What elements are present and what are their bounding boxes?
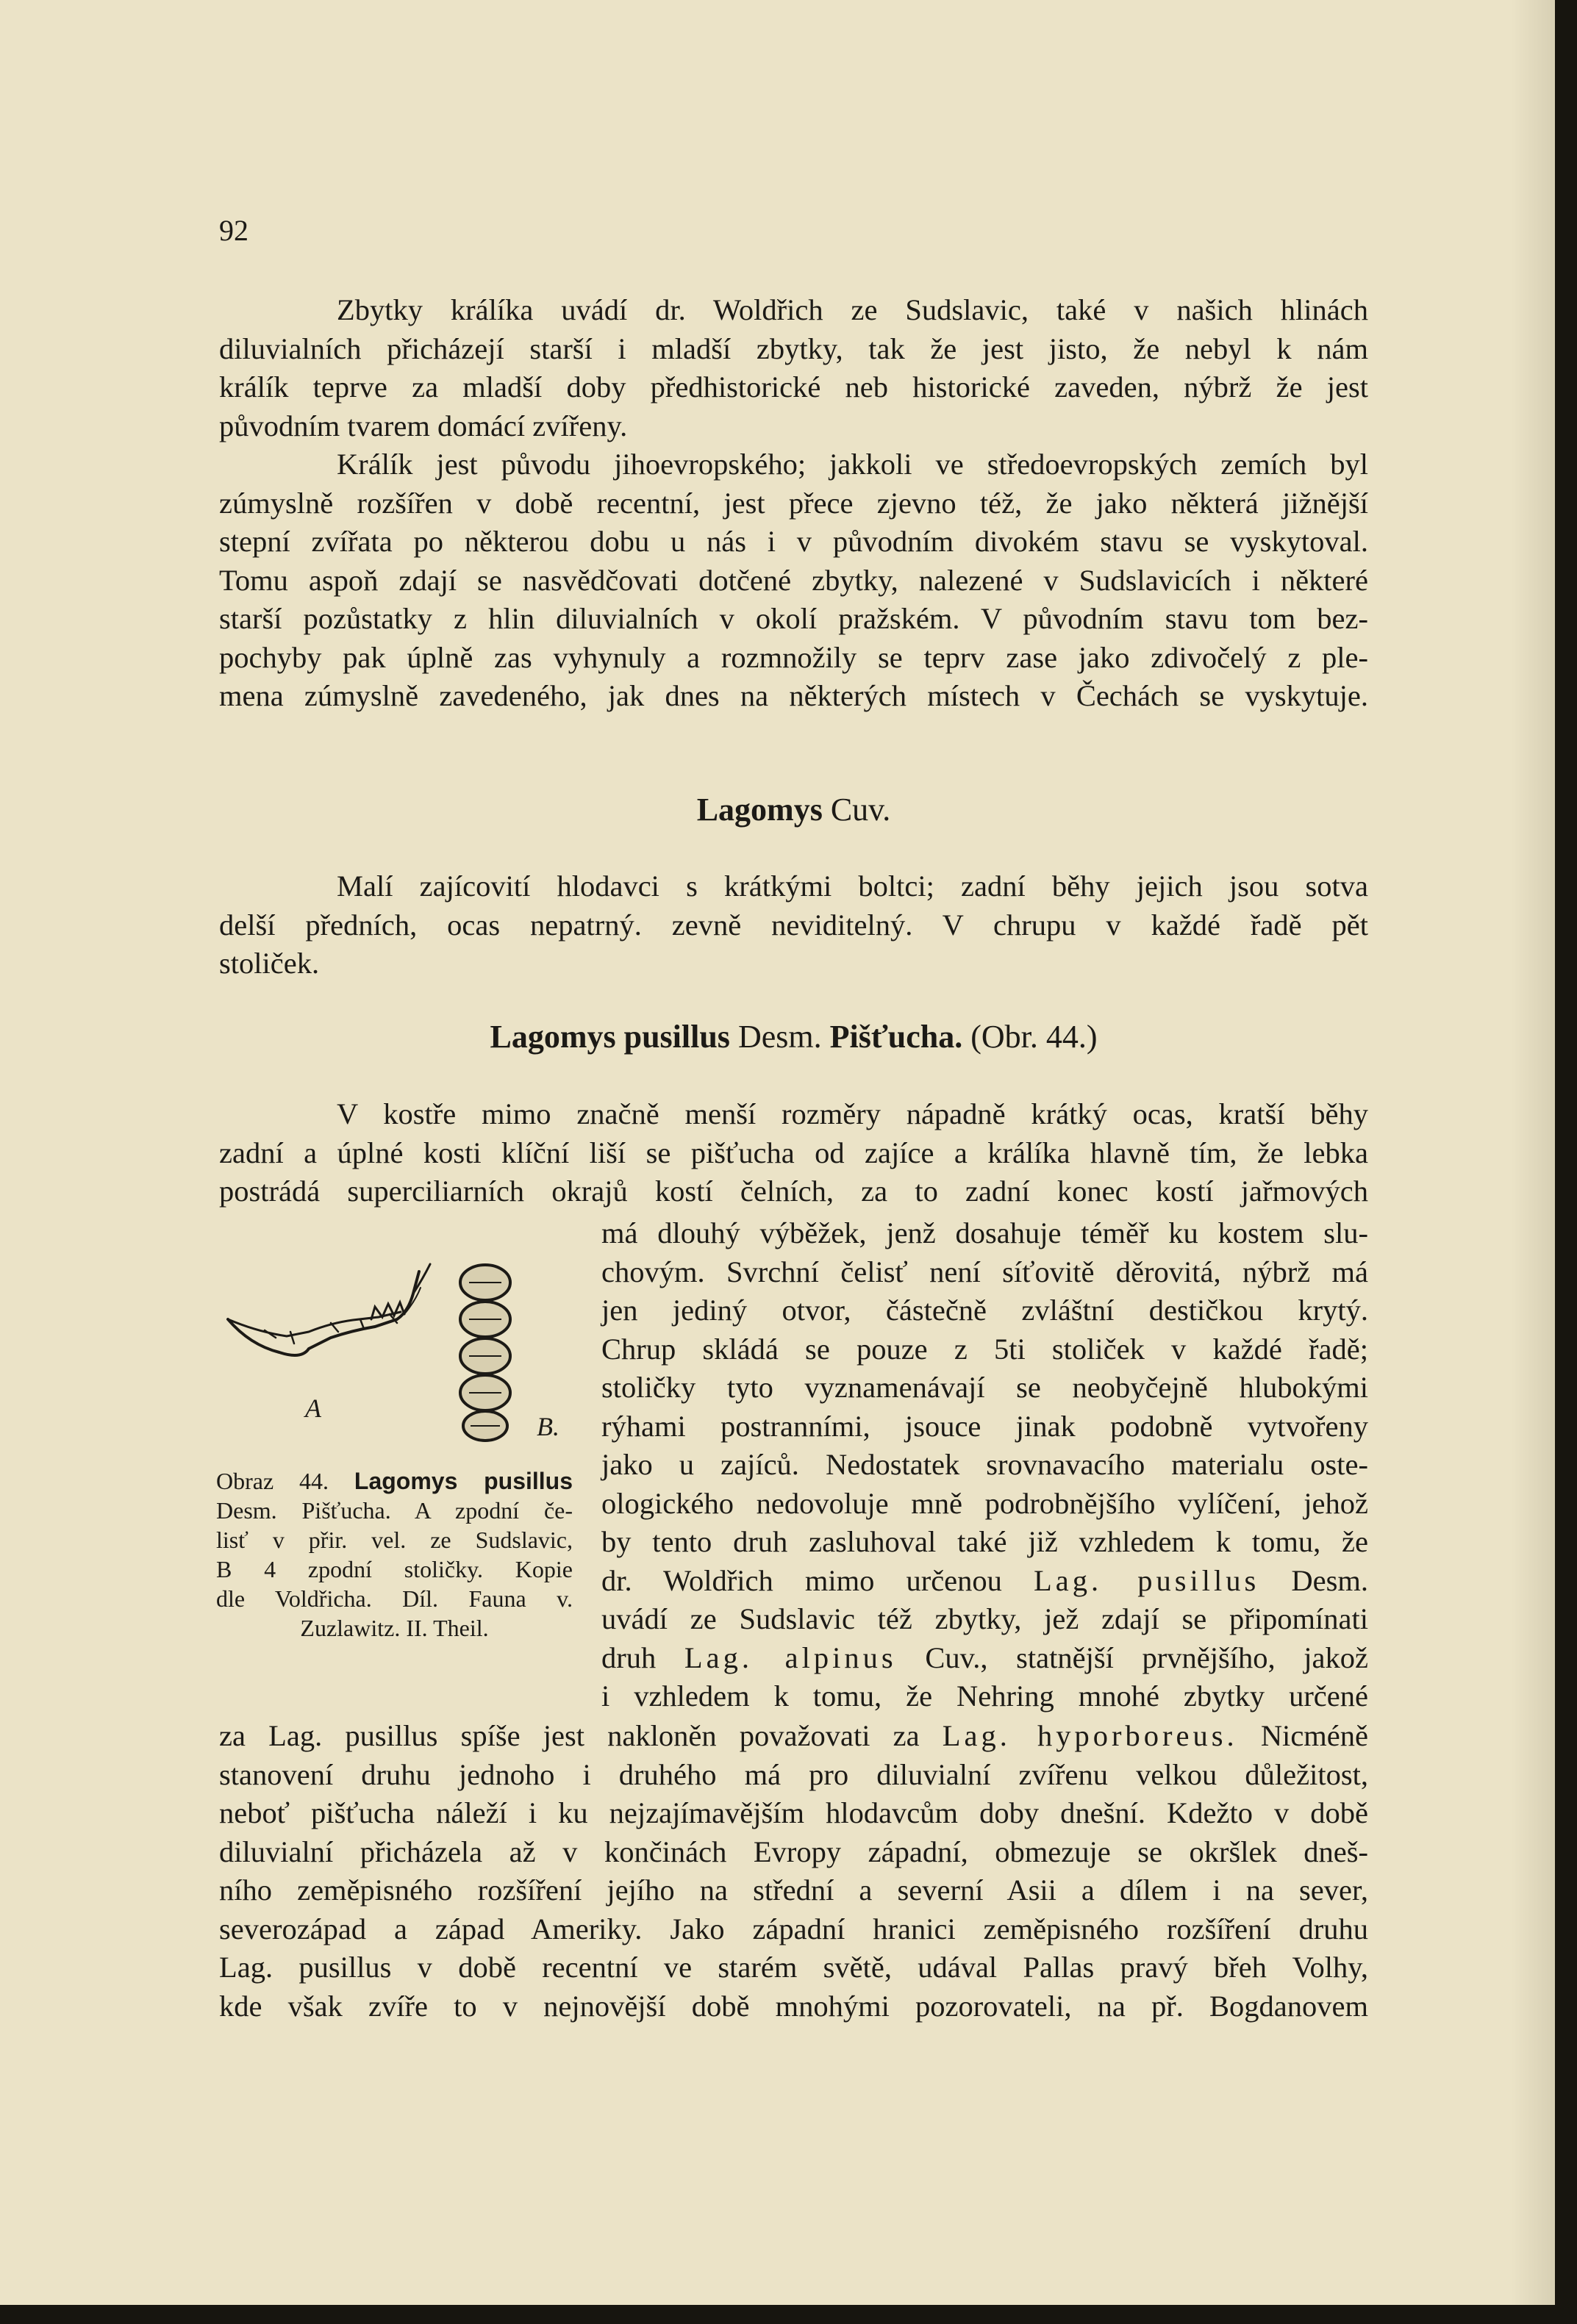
caption-line: Desm. Pišťucha. A zpodní če- [216,1497,573,1524]
text-line: Zbytky králíka uvádí dr. Woldřich ze Sudslavic, také v našich hlinách [337,293,1368,326]
text-fragment: dr. Woldřich mimo určenou [601,1563,1002,1597]
caption-line: dle Voldřicha. Díl. Fauna v. [216,1585,573,1612]
caption-prefix: Obraz 44. [216,1468,329,1494]
paragraph-genus-description [219,867,1368,983]
text-line: Malí zajícovití hlodavci s krátkými boltci; zadní běhy jejich jsou sotva [337,869,1368,903]
caption-line: lisť v přir. vel. ze Sudslavic, [216,1527,573,1553]
species-author: Desm. [737,1019,822,1055]
mandible-drawing [228,1264,430,1355]
text-line: ního zeměpisného rozšíření jejího na střední a severní Asii a dílem i na sever, [219,1873,1368,1907]
paragraph-rabbit-remains [219,291,1368,445]
text-line: původním tvarem domácí zvířeny. [219,409,628,442]
taxon-author: Desm. [1291,1563,1369,1597]
page-number: 92 [219,214,248,247]
text-fragment: Cuv., statnější prvnějšího, jakož [925,1640,1369,1674]
text-line: rýhami postranními, jsouce jinak podobně vytvořeny [601,1409,1368,1443]
species-heading [219,1018,1368,1055]
text-line-with-taxon [219,1717,1368,1756]
text-line: Chrup skládá se pouze z 5ti stoliček v každé řadě; [601,1332,1368,1366]
figure-label-b: B. [537,1412,559,1441]
scan-edge-bottom [0,2305,1577,2324]
text-line: severozápad a západ Ameriky. Jako západní hranici zeměpisného rozšíření druhu [219,1912,1368,1945]
text-fragment: za Lag. pusillus spíše jest nakloněn považovati za [219,1719,920,1752]
text-line: uvádí ze Sudslavic též zbytky, jež zdají se připomínati [601,1602,1368,1635]
figure-caption [216,1466,573,1643]
text-line: chovým. Svrchní čelisť není síťovitě děrovitá, nýbrž má [601,1255,1368,1288]
species-name: Lagomys pusillus [490,1019,730,1055]
figure-44 [221,1249,573,1470]
text-line: V kostře mimo značně menší rozměry nápadně krátký ocas, kratší běhy [337,1097,1368,1130]
jaw-and-molars-illustration [221,1249,573,1470]
text-line: mena zúmyslně zavedeného, jak dnes na některých místech v Čechách se vyskytuje. [219,679,1368,712]
text-fragment: Nicméně [1260,1719,1368,1752]
text-line: stoliček. [219,947,320,980]
text-line: zadní a úplné kosti klíční liší se pišťucha od zajíce a králíka hlavně tím, že lebka [219,1136,1368,1169]
paragraph-species-continued [219,1717,1368,2026]
figure-reference: (Obr. 44.) [970,1019,1098,1055]
paragraph-species-wrap [601,1214,1368,1716]
text-line: zúmyslně rozšířen v době recentní, jest přece zjevno též, že jako některá jižnější [219,486,1368,520]
text-line: Lag. pusillus v době recentní ve starém světě, udával Pallas pravý břeh Volhy, [219,1951,1368,1984]
text-line: neboť pišťucha náleží i ku nejzajímavějším hlodavcům doby dnešní. Kdežto v době [219,1796,1368,1829]
text-line: diluvialní přicházela až v končinách Evropy západní, obmezuje se okršlek dneš- [219,1835,1368,1868]
taxon-name: Lag. alpinus [684,1640,897,1674]
caption-line: B 4 zpodní stoličky. Kopie [216,1556,573,1582]
taxon-name: Lag. hyporboreus. [942,1719,1238,1752]
caption-title-line [216,1466,573,1496]
genus-author: Cuv. [830,792,891,828]
text-line: Králík jest původu jihoevropského; jakkoli ve středoevropských zemích byl [337,448,1368,481]
text-line-with-taxon [601,1562,1368,1601]
genus-heading [219,791,1368,828]
text-line: jen jediný otvor, částečně zvláštní destičkou krytý. [601,1294,1368,1327]
text-line: Tomu aspoň zdají se nasvědčovati dotčené zbytky, nalezené v Sudslavicích i některé [219,563,1368,597]
text-line: diluvialních přicházejí starší i mladší zbytky, tak že jest jisto, že nebyl k nám [219,331,1368,365]
page-fold-shadow [1511,0,1555,2324]
text-fragment: druh [601,1640,657,1674]
text-line: pochyby pak úplně zas vyhynuly a rozmnožily se teprv zase jako zdivočelý z ple- [219,640,1368,674]
paragraph-rabbit-origin [219,445,1368,716]
text-line-with-taxon [601,1639,1368,1678]
text-line: i vzhledem k tomu, že Nehring mnohé zbytky určené [601,1679,1368,1712]
text-line: delší předních, ocas nepatrný. zevně neviditelný. V chrupu v každé řadě pět [219,908,1368,942]
caption-line: Zuzlawitz. II. Theil. [300,1615,489,1641]
taxon-name: Lag. pusillus [1034,1563,1260,1597]
scan-edge-right [1555,0,1577,2324]
text-line: stoličky tyto vyznamenávají se neobyčejně hlubokými [601,1371,1368,1404]
paragraph-species-intro [219,1095,1368,1211]
text-line: jako u zajíců. Nedostatek srovnavacího materialu oste- [601,1448,1368,1481]
caption-taxon: Lagomys pusillus [354,1468,573,1494]
text-line: by tento druh zasluhoval také již vzhledem k tomu, že [601,1525,1368,1558]
text-line: má dlouhý výběžek, jenž dosahuje téměř ku kostem slu- [601,1216,1368,1249]
figure-label-a: A [305,1394,321,1423]
text-line: ologického nedovoluje mně podrobnějšího vylíčení, jehož [601,1486,1368,1520]
genus-name: Lagomys [696,792,823,828]
text-line: stanovení druhu jednoho i druhého má pro diluvialní zvířenu velkou důležitost, [219,1757,1368,1791]
text-line: starší pozůstatky z hlin diluvialních v okolí pražském. V původním stavu tom bez- [219,602,1368,635]
text-line: stepní zvířata po některou dobu u nás i v původním divokém stavu se vyskytoval. [219,525,1368,558]
species-common-name: Pišťucha. [829,1019,963,1055]
text-line: postrádá superciliarních okrajů kostí čelních, za to zadní konec kostí jařmových [219,1174,1368,1208]
text-line: králík teprve za mladší doby předhistorické neb historické zaveden, nýbrž že jest [219,370,1368,404]
molars-drawing [460,1265,510,1441]
text-line: kde však zvíře to v nejnovější době mnohými pozorovateli, na př. Bogdanovem [219,1989,1368,2023]
